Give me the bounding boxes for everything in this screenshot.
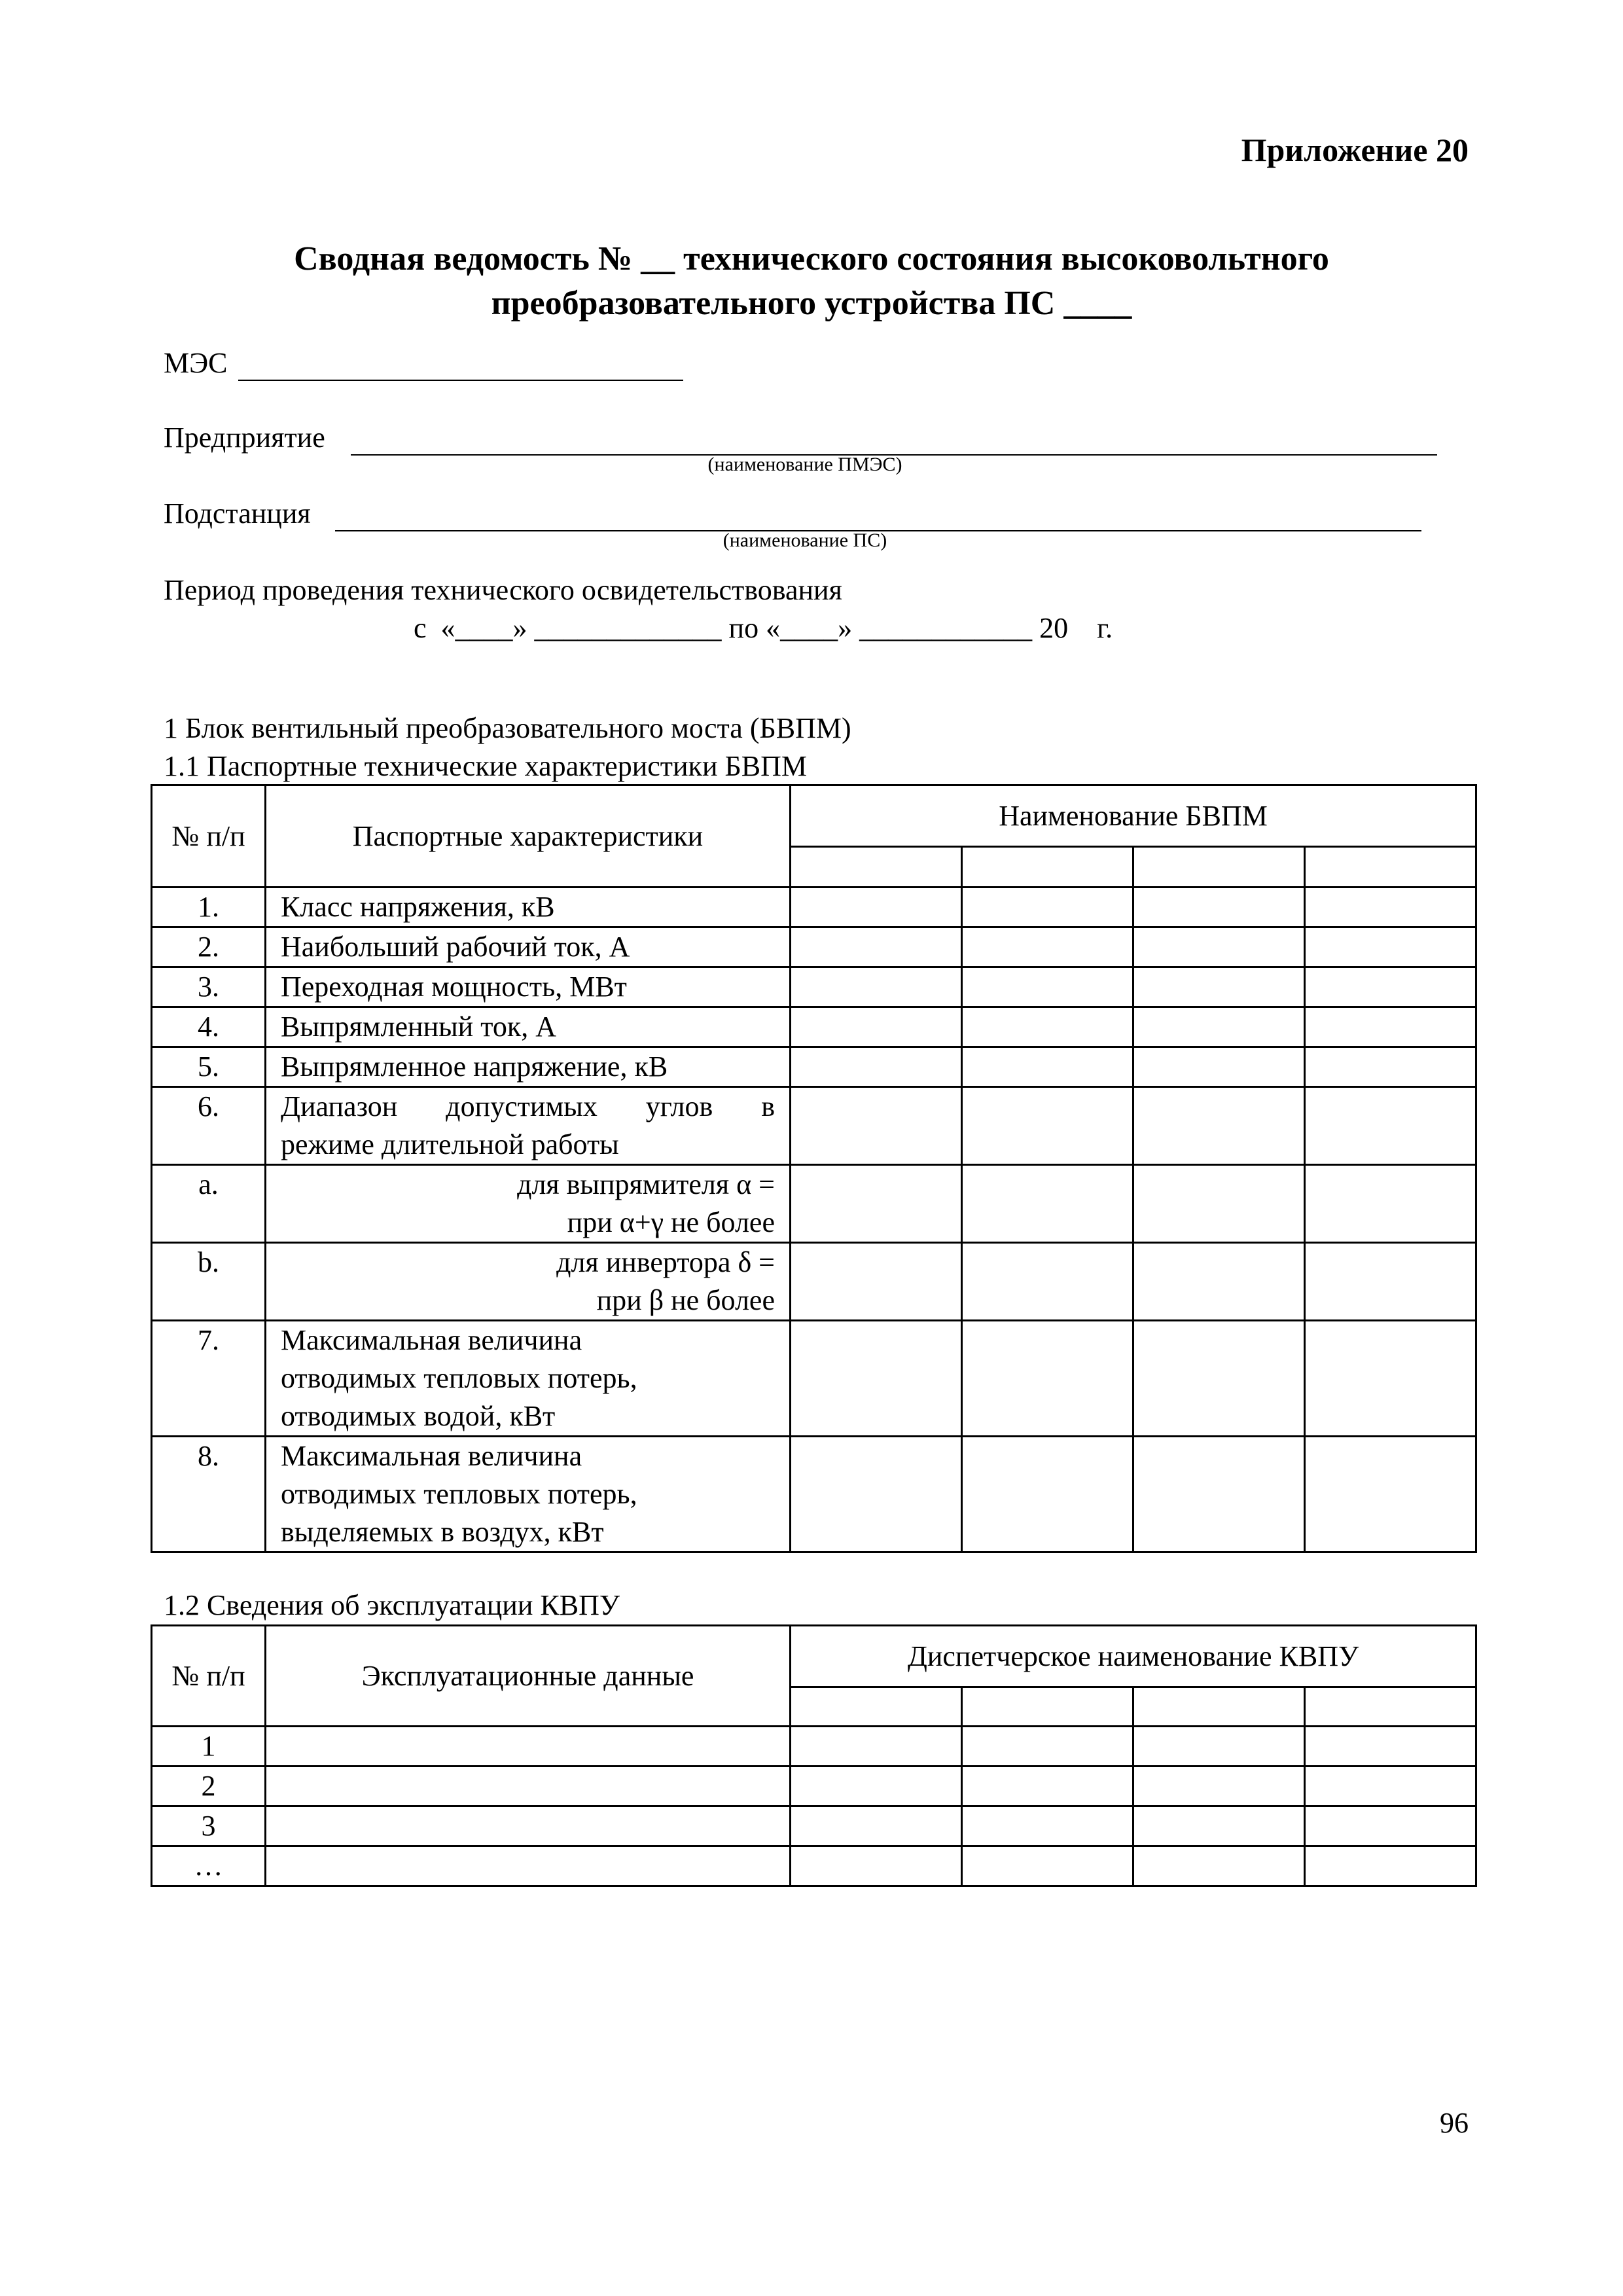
table-row: 3 <box>152 1806 1476 1846</box>
table-row: 1 <box>152 1727 1476 1767</box>
table-row: 4. Выпрямленный ток, А <box>152 1007 1476 1047</box>
period-label: Период проведения технического освидетельствования <box>164 574 842 606</box>
substation-label: Подстанция <box>164 497 311 529</box>
page-number: 96 <box>1440 2107 1469 2139</box>
header-characteristics: Паспортные характеристики <box>266 785 791 888</box>
bvpm-name-cell[interactable] <box>791 847 962 888</box>
header-dispatch-name: Диспетчерское наименование КВПУ <box>791 1626 1476 1687</box>
dispatch-name-cell[interactable] <box>1305 1687 1476 1727</box>
header-bvpm-name: Наименование БВПМ <box>791 785 1476 847</box>
table-row: 2. Наибольший рабочий ток, А <box>152 927 1476 967</box>
header-operational-data: Эксплуатационные данные <box>266 1626 791 1727</box>
table-row: 6. Диапазон допустимых углов в режиме длительной работы <box>152 1087 1476 1165</box>
appendix-label: Приложение 20 <box>1241 132 1469 168</box>
title-line-1: Сводная ведомость № __ технического состояния высоковольтного <box>294 240 1329 278</box>
table-row: 1. Класс напряжения, кВ <box>152 888 1476 927</box>
dispatch-name-cell[interactable] <box>962 1687 1133 1727</box>
enterprise-label: Предприятие <box>164 422 325 454</box>
bvpm-name-cell[interactable] <box>962 847 1133 888</box>
table-row: … <box>152 1846 1476 1886</box>
table-row: 3. Переходная мощность, МВт <box>152 967 1476 1007</box>
bvpm-name-cell[interactable] <box>1133 847 1305 888</box>
section-1-2-heading: 1.2 Сведения об эксплуатации КВПУ <box>164 1589 620 1621</box>
passport-table <box>151 784 1477 1553</box>
bvpm-name-cell[interactable] <box>1305 847 1476 888</box>
mes-label: МЭС <box>164 347 228 379</box>
title-line-2: преобразовательного устройства ПС ____ <box>491 285 1132 322</box>
table-row: 8. Максимальная величина отводимых тепловых потерь, выделяемых в воздух, кВт <box>152 1437 1476 1552</box>
dispatch-name-cell[interactable] <box>1133 1687 1305 1727</box>
enterprise-hint: (наименование ПМЭС) <box>707 454 902 475</box>
document-title <box>151 237 1472 326</box>
table-row: a. для выпрямителя α = при α+γ не более <box>152 1165 1476 1243</box>
section-1-heading: 1 Блок вентильный преобразовательного моста (БВПМ) <box>164 712 851 744</box>
mes-input-line[interactable] <box>238 380 683 381</box>
period-range[interactable]: с «____» _____________ по «____» ____________ 20 г. <box>414 612 1113 644</box>
operation-table <box>151 1624 1477 1887</box>
table-row: 2 <box>152 1767 1476 1806</box>
section-1-1-heading: 1.1 Паспортные технические характеристики БВПМ <box>164 750 807 782</box>
header-num: № п/п <box>152 785 266 888</box>
table-row: 7. Максимальная величина отводимых тепловых потерь, отводимых водой, кВт <box>152 1321 1476 1437</box>
substation-hint: (наименование ПС) <box>722 529 887 551</box>
table-row: 5. Выпрямленное напряжение, кВ <box>152 1047 1476 1087</box>
dispatch-name-cell[interactable] <box>791 1687 962 1727</box>
header-num: № п/п <box>152 1626 266 1727</box>
table-row: b. для инвертора δ = при β не более <box>152 1243 1476 1321</box>
